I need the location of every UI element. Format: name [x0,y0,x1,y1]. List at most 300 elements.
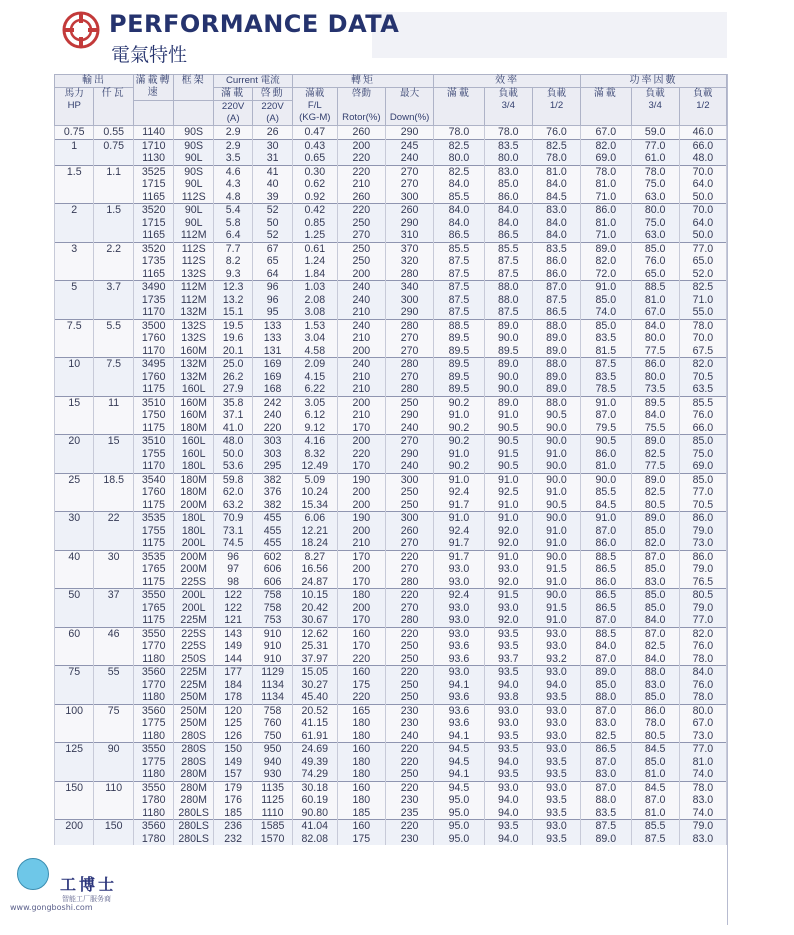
cell-value: 0.92 [304,190,326,203]
cell-value: 86.0 [692,512,714,524]
cell-value: 180 [352,755,371,768]
cell-hp: 2 [55,204,94,243]
cell-value: 81.0 [595,216,617,229]
col-speed: 滿載轉速 [133,75,174,101]
cell-value: 180L [181,460,206,472]
col-hp: 馬力 HP [55,88,94,126]
cell-e12 [532,396,580,435]
cell-value: 90S [184,165,204,178]
cell-value: 79.0 [692,601,714,614]
cell-value: 66.0 [692,421,714,434]
cell-value: 112M [180,281,207,293]
cell-value: 300 [400,473,419,486]
cell-value: 126 [224,729,242,742]
cell-value: 1750 [141,409,166,421]
cell-value: 84.5 [644,743,666,755]
cell-value: 75.0 [692,447,714,460]
cell-hp: 30 [55,512,94,551]
cell-value: 85.5 [448,190,470,203]
cell-value: 78.0 [644,717,666,729]
cell-tmax [385,396,433,435]
cell-value: 1175 [142,498,166,511]
cell-value: 82.5 [692,281,714,293]
cell-value: 88.5 [644,281,666,293]
cell-hp: 0.75 [55,126,94,140]
cell-value: 98 [227,575,240,588]
cell-value: 250M [180,704,207,717]
cell-value: 200 [352,344,371,357]
cell-value: 90.0 [546,421,567,434]
cell-value: 280M [180,768,207,780]
cell-value: 74.0 [692,768,714,780]
cell-value: 41.04 [301,820,329,832]
table-row [55,666,727,705]
cell-value: 180 [352,768,371,780]
cell-p12 [679,589,726,628]
cell-ist [253,473,292,512]
cell-pf [581,281,631,320]
cell-value: 87.0 [595,652,617,665]
cell-value: 88.0 [546,358,567,370]
cell-ifl [213,550,252,589]
cell-value: 95.0 [448,794,470,806]
cell-value: 88.5 [448,319,470,332]
cell-value: 160L [181,383,206,395]
cell-value: 370 [400,242,419,255]
cell-ist [253,165,292,204]
cell-value: 210 [352,409,371,421]
cell-value: 2.08 [304,293,326,306]
cell-kw: 55 [94,666,133,705]
cell-value: 87.5 [497,255,519,267]
cell-value: 90L [184,178,203,190]
cell-value: 93.5 [546,794,567,806]
cell-tst [337,281,385,320]
cell-value: 225S [181,627,207,640]
cell-value: 1760 [141,370,166,383]
cell-value: 30.27 [301,678,329,691]
cell-value: 93.6 [448,652,470,665]
cell-e34 [484,396,532,435]
cell-value: 160 [352,743,371,755]
cell-value: 93.5 [497,640,519,652]
cell-p34 [631,435,679,474]
cell-value: 91.5 [546,563,567,575]
cell-value: 80.0 [448,152,470,164]
cell-value: 82.5 [448,165,470,178]
cell-rpm [133,743,174,782]
cell-value: 41 [266,165,279,178]
cell-ef [434,126,484,140]
table-row [55,589,727,628]
cell-value: 1760 [141,486,166,498]
cell-value: 303 [263,447,282,460]
cell-value: 90.0 [497,383,519,395]
cell-value: 84.0 [448,178,470,190]
cell-value: 18.24 [301,537,329,549]
cell-value: 87.0 [595,704,617,717]
cell-kw: 150 [94,820,133,846]
cell-value: 132M [180,370,207,383]
cell-ist [253,281,292,320]
cell-value: 91.0 [448,512,470,524]
cell-value: 62.0 [222,486,244,498]
cell-ifl [213,589,252,628]
cell-value: 133 [263,319,282,332]
cell-value: 90.5 [497,435,519,447]
cell-value: 132S [181,332,207,344]
cell-value: 79.0 [692,524,714,537]
cell-value: 280 [400,267,419,280]
cell-ifl [213,242,252,281]
cell-value: 5.09 [304,473,326,486]
cell-value: 290 [400,216,419,229]
cell-value: 180M [180,473,207,486]
cell-value: 73.1 [222,524,244,537]
col-v1: 220V (A) [213,101,252,126]
cell-ef [434,435,484,474]
cell-value: 320 [400,255,419,267]
cell-value: 250 [400,486,419,498]
cell-ist [253,126,292,140]
cell-value: 4.16 [304,435,326,447]
cell-tfl [292,704,337,743]
cell-value: 96 [227,550,240,563]
cell-e34 [484,281,532,320]
cell-ef [434,820,484,846]
cell-value: 91.0 [448,473,470,486]
cell-value: 87.0 [595,781,617,794]
cell-tst [337,627,385,666]
cell-value: 77.0 [692,242,714,255]
cell-e12 [532,627,580,666]
col-kw: 仟瓦 [94,88,133,126]
cell-p12 [679,396,726,435]
cell-value: 80.0 [644,204,666,216]
cell-value: 90L [184,204,203,216]
cell-value: 270 [400,344,419,357]
cell-rpm [133,704,174,743]
cell-value: 37.1 [222,409,244,421]
cell-ist [253,704,292,743]
cell-value: 3510 [141,396,166,409]
cell-value: 81.0 [644,806,666,819]
cell-value: 160M [180,409,207,421]
cell-value: 5.8 [225,216,241,229]
cell-value: 132M [180,358,207,370]
cell-value: 93.0 [546,729,567,742]
cell-value: 70.5 [692,370,714,383]
cell-value: 1755 [141,524,166,537]
cell-value: 2.9 [225,139,241,152]
cell-value: 270 [400,370,419,383]
cell-value: 59.0 [644,126,666,138]
cell-value: 91.0 [497,473,519,486]
cell-tst [337,473,385,512]
cell-value: 84.0 [497,216,519,229]
cell-value: 52 [266,229,279,241]
cell-value: 93.2 [546,652,567,665]
cell-value: 132S [181,267,207,280]
cell-value: 940 [263,755,282,768]
cell-value: 91.0 [546,575,567,588]
cell-value: 84.0 [497,204,519,216]
cell-value: 75.0 [644,216,666,229]
cell-value: 93.6 [448,717,470,729]
cell-value: 1780 [141,794,166,806]
table-row [55,319,727,358]
cell-hp: 1.5 [55,165,94,204]
cell-value: 82.0 [692,358,714,370]
cell-value: 1130 [142,152,166,164]
cell-pf [581,435,631,474]
cell-value: 80.0 [692,704,714,717]
cell-value: 93.6 [448,704,470,717]
cell-value: 61.91 [301,729,329,742]
cell-value: 91.0 [448,447,470,460]
cell-value: 84.0 [644,319,666,332]
cell-value: 96 [266,281,279,293]
cell-value: 112S [181,242,206,255]
cell-value: 200 [352,435,371,447]
cell-value: 93.0 [546,743,567,755]
cell-value: 230 [400,832,419,845]
cell-value: 4.58 [304,344,326,357]
cell-value: 86.5 [546,306,567,318]
cell-value: 24.69 [301,743,329,755]
cell-value: 76.0 [692,678,714,691]
table-row [55,204,727,243]
cell-value: 87.5 [448,293,470,306]
table-row [55,139,727,165]
cell-value: 1175 [142,383,166,395]
cell-value: 602 [263,550,282,563]
cell-value: 89.0 [497,358,519,370]
cell-value: 80.5 [644,729,666,742]
cell-value: 250 [352,255,371,267]
cell-value: 91.7 [448,537,470,549]
cell-value: 78.0 [644,165,666,178]
cell-value: 220 [263,421,282,434]
cell-value: 143 [224,627,242,640]
cell-value: 760 [263,717,282,729]
cell-value: 93.0 [546,666,567,678]
cell-value: 90.5 [497,460,519,472]
cell-frame [174,139,213,165]
cell-value: 81.0 [644,768,666,780]
cell-p34 [631,627,679,666]
cell-value: 93.0 [497,717,519,729]
cell-value: 93.0 [448,627,470,640]
cell-value: 149 [224,640,242,652]
cell-value: 83.5 [595,332,617,344]
cell-p12 [679,550,726,589]
cell-e34 [484,627,532,666]
cell-value: 69.0 [595,152,617,164]
cell-value: 86.0 [497,190,519,203]
cell-tmax [385,627,433,666]
cell-value: 86.0 [595,447,617,460]
table-row [55,281,727,320]
cell-value: 3490 [141,281,166,293]
cell-value: 81.0 [692,755,714,768]
cell-e12 [532,589,580,628]
cell-value: 83.0 [595,768,617,780]
cell-value: 84.5 [644,781,666,794]
cell-value: 225S [181,575,207,588]
cell-value: 1180 [142,768,166,780]
cell-value: 200 [352,396,371,409]
cell-value: 83.0 [692,832,714,845]
cell-value: 121 [224,614,242,626]
cell-hp: 125 [55,743,94,782]
cell-value: 1760 [141,332,166,344]
cell-value: 81.5 [595,344,617,357]
cell-value: 200 [352,524,371,537]
col-current-full: 滿載 [213,88,252,101]
cell-rpm [133,126,174,140]
cell-value: 1585 [260,820,285,832]
cell-value: 185 [224,806,242,819]
cell-value: 93.0 [546,820,567,832]
cell-value: 86.5 [595,563,617,575]
cell-rpm [133,204,174,243]
cell-hp: 100 [55,704,94,743]
cell-value: 83.0 [644,575,666,588]
cell-value: 89.5 [448,358,470,370]
cell-e34 [484,165,532,204]
cell-value: 90.0 [546,589,567,601]
cell-p12 [679,204,726,243]
cell-value: 2.9 [225,126,241,138]
cell-p34 [631,550,679,589]
cell-value: 78.0 [692,781,714,794]
cell-value: 1180 [142,691,166,703]
cell-value: 180 [352,717,371,729]
cell-value: 91.0 [497,498,519,511]
cell-ef [434,165,484,204]
cell-value: 20.42 [301,601,329,614]
cell-value: 84.5 [595,498,617,511]
cell-kw: 5.5 [94,319,133,358]
cell-value: 250 [400,768,419,780]
cell-rpm [133,550,174,589]
cell-value: 3.04 [304,332,326,344]
cell-pf [581,550,631,589]
company-logo-icon [61,10,101,50]
cell-p34 [631,165,679,204]
cell-frame [174,126,213,140]
cell-value: 758 [263,704,282,717]
cell-value: 303 [263,435,282,447]
cell-value: 280LS [178,832,209,845]
col-eff-full: 滿載 [434,88,484,126]
cell-value: 84.0 [644,409,666,421]
cell-tfl [292,512,337,551]
cell-value: 170 [352,614,371,626]
cell-value: 85.0 [595,678,617,691]
cell-value: 91.0 [595,396,617,409]
cell-value: 280M [180,781,207,794]
cell-value: 0.61 [304,242,326,255]
cell-frame [174,242,213,281]
cell-value: 225M [180,614,207,626]
cell-hp: 7.5 [55,319,94,358]
cell-value: 85.0 [644,589,666,601]
cell-value: 93.0 [497,781,519,794]
mascot-icon [17,858,49,890]
cell-frame [174,396,213,435]
cell-rpm [133,319,174,358]
cell-ef [434,242,484,281]
col-speed-blank [133,101,174,126]
cell-value: 4.6 [225,165,241,178]
header [0,0,794,72]
cell-value: 87.0 [644,794,666,806]
cell-value: 112S [181,255,206,267]
cell-kw: 37 [94,589,133,628]
cell-value: 53.6 [222,460,244,472]
cell-value: 3560 [141,666,166,678]
cell-frame [174,281,213,320]
cell-value: 180 [352,729,371,742]
cell-value: 77.0 [692,486,714,498]
cell-value: 240 [400,421,419,434]
right-border [727,74,728,925]
cell-value: 4.8 [225,190,241,203]
cell-e34 [484,139,532,165]
cell-value: 69.0 [692,460,714,472]
cell-value: 1110 [261,806,284,819]
cell-value: 3520 [141,204,166,216]
cell-value: 90.0 [497,332,519,344]
cell-p34 [631,820,679,846]
cell-ef [434,319,484,358]
cell-value: 91.0 [448,409,470,421]
cell-value: 210 [352,383,371,395]
cell-value: 1175 [142,614,166,626]
cell-e34 [484,358,532,397]
cell-ifl [213,139,252,165]
cell-value: 240 [400,729,419,742]
cell-value: 82.0 [644,537,666,549]
cell-value: 160 [352,627,371,640]
cell-value: 280 [400,358,419,370]
cell-hp: 40 [55,550,94,589]
cell-pf [581,512,631,551]
cell-ef [434,473,484,512]
cell-hp: 15 [55,396,94,435]
cell-value: 85.5 [497,242,519,255]
cell-p34 [631,589,679,628]
cell-value: 290 [400,126,419,138]
cell-value: 1765 [141,563,166,575]
cell-value: 78.0 [546,152,567,164]
cell-p12 [679,473,726,512]
cell-rpm [133,358,174,397]
cell-kw: 18.5 [94,473,133,512]
cell-value: 86.5 [497,229,519,241]
cell-value: 73.5 [644,383,666,395]
cell-value: 89.5 [448,344,470,357]
cell-value: 90.0 [546,460,567,472]
cell-value: 82.5 [644,640,666,652]
cell-value: 85.5 [644,820,666,832]
cell-value: 70.9 [222,512,244,524]
table-row [55,126,727,140]
cell-value: 88.0 [595,691,617,703]
cell-value: 1180 [142,729,166,742]
